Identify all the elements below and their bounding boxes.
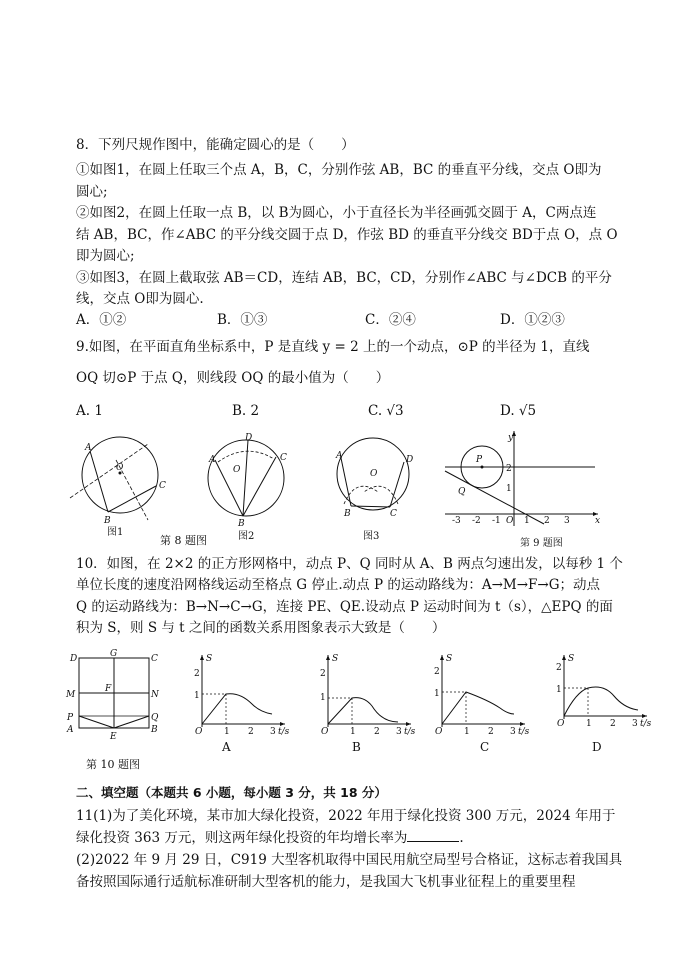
svg-text:O: O (233, 465, 241, 475)
q11-part1-period: . (459, 830, 464, 846)
q9-option-c[interactable]: C. √3 (368, 403, 404, 419)
q10-line-4: 积为 S，则 S 与 t 之间的函数关系用图象表示大致是（ ） (76, 620, 446, 636)
svg-text:P: P (67, 713, 74, 723)
q9-line-2: OQ 切⊙P 于点 Q，则线段 OQ 的最小值为（ ） (76, 370, 390, 386)
q8-statement-2c: 即为圆心; (76, 248, 135, 264)
svg-text:-2: -2 (472, 516, 481, 526)
svg-text:A: A (336, 451, 343, 461)
svg-text:t/s: t/s (278, 727, 290, 737)
graph-option-b (316, 652, 416, 737)
svg-text:1: 1 (464, 727, 470, 737)
fig8-caption-3: 图3 (363, 531, 380, 542)
svg-text:O: O (506, 516, 514, 526)
q11-part1-line2 (76, 828, 464, 848)
fig10-caption: 第 10 题图 (86, 758, 140, 771)
svg-text:O: O (557, 719, 565, 729)
svg-text:N: N (151, 690, 159, 700)
svg-text:-1: -1 (492, 516, 501, 526)
q8-option-c[interactable]: C．②④ (365, 312, 416, 328)
graph-option-a (190, 652, 290, 737)
q8-statement-2a: ②如图2，在圆上任取一点 B，以 B为圆心，小于直径长为半径画弧交圆于 A，C两点连 (76, 205, 597, 221)
graph-label-c: C (480, 740, 490, 754)
svg-text:G: G (110, 649, 118, 659)
svg-text:2: 2 (194, 669, 200, 679)
q10-line-1: 10．如图，在 2×2 的正方形网格中，动点 P、Q 同时从 A、B 两点匀速出发，以每秒 1 个 (76, 556, 623, 572)
svg-text:1: 1 (224, 727, 230, 737)
svg-text:S: S (568, 654, 575, 664)
figure-10-grid (63, 650, 163, 740)
svg-text:3: 3 (270, 727, 276, 737)
svg-text:-3: -3 (452, 516, 461, 526)
svg-text:S: S (446, 654, 453, 664)
q11-answer-blank[interactable] (407, 829, 459, 842)
svg-text:O: O (435, 727, 443, 737)
q8-option-d[interactable]: D．①②③ (500, 312, 565, 328)
svg-text:F: F (105, 684, 112, 694)
svg-text:E: E (110, 732, 117, 742)
svg-text:x: x (595, 516, 601, 526)
svg-text:t/s: t/s (640, 719, 652, 729)
svg-text:D: D (70, 654, 78, 664)
svg-text:A: A (85, 443, 92, 453)
figure-8-1 (70, 430, 170, 530)
svg-text:O: O (321, 727, 329, 737)
svg-text:1: 1 (194, 691, 200, 701)
svg-text:A: A (209, 455, 216, 465)
svg-text:2: 2 (556, 663, 562, 673)
svg-text:1: 1 (350, 727, 356, 737)
svg-text:2: 2 (320, 669, 326, 679)
svg-text:y: y (508, 433, 514, 443)
q9-option-d[interactable]: D. √5 (500, 403, 537, 419)
svg-text:D: D (406, 455, 414, 465)
svg-text:2: 2 (488, 727, 494, 737)
svg-text:2: 2 (374, 727, 380, 737)
figure-8-2 (200, 432, 296, 528)
section-2-title: 二、填空题（本题共 6 小题，每小题 3 分，共 18 分） (76, 785, 387, 800)
q9-line-1: 9.如图，在平面直角坐标系中，P 是直线 y = 2 上的一个动点，⊙P 的半径为 1，直线 (76, 339, 590, 355)
svg-text:3: 3 (564, 516, 570, 526)
svg-text:C: C (151, 654, 158, 664)
svg-text:1: 1 (506, 484, 512, 494)
svg-text:3: 3 (396, 727, 402, 737)
fig9-caption: 第 9 题图 (520, 538, 563, 549)
svg-text:S: S (332, 654, 339, 664)
q8-statement-1a: ①如图1，在圆上任取三个点 A，B，C，分别作弦 AB，BC 的垂直平分线，交点 O即为 (76, 162, 602, 178)
svg-text:O: O (195, 727, 203, 737)
q9-option-b[interactable]: B. 2 (232, 403, 260, 419)
q8-statement-3b: 线，交点 O即为圆心. (76, 291, 204, 307)
q11-part2-line1: (2)2022 年 9 月 29 日，C919 大型客机取得中国民用航空局型号合格证，这标志着我国具 (76, 852, 623, 868)
figure-8-3 (328, 432, 418, 522)
graph-label-a: A (222, 740, 231, 754)
q9-option-a[interactable]: A. 1 (76, 403, 103, 419)
svg-text:B: B (104, 516, 111, 526)
svg-text:O: O (116, 463, 124, 473)
svg-text:A: A (67, 725, 74, 735)
svg-text:C: C (280, 453, 287, 463)
svg-text:3: 3 (510, 727, 516, 737)
q8-option-a[interactable]: A．①② (76, 312, 127, 328)
svg-text:2: 2 (610, 719, 616, 729)
figure-9-coordinate-plane (440, 428, 600, 528)
graph-label-d: D (592, 740, 602, 754)
svg-text:C: C (390, 509, 397, 519)
svg-text:Q: Q (458, 487, 466, 497)
svg-text:B: B (344, 509, 351, 519)
svg-text:t/s: t/s (404, 727, 416, 737)
svg-text:3: 3 (632, 719, 638, 729)
graph-option-d (552, 652, 652, 734)
fig8-group-caption: 第 8 题图 (160, 534, 207, 547)
svg-text:Q: Q (151, 713, 159, 723)
fig8-caption-2: 图2 (238, 531, 255, 542)
svg-text:2: 2 (506, 464, 512, 474)
svg-text:M: M (66, 690, 76, 700)
svg-text:1: 1 (434, 689, 440, 699)
q8-option-b[interactable]: B．①③ (217, 312, 268, 328)
svg-text:B: B (151, 725, 158, 735)
q10-line-3: Q 的运动路线为：B→N→C→G，连接 PE、QE.设动点 P 运动时间为 t（s），△EPQ 的面 (76, 599, 613, 615)
svg-text:t/s: t/s (518, 727, 530, 737)
graph-option-c (430, 652, 530, 737)
svg-text:2: 2 (248, 727, 254, 737)
q8-statement-2b: 结 AB，BC，作∠ABC 的平分线交圆于点 D，作弦 BD 的垂直平分线交 BD于点 O，点 O (76, 227, 618, 243)
q11-part2-line2: 备按照国际通行适航标准研制大型客机的能力，是我国大飞机事业征程上的重要里程 (76, 874, 576, 890)
svg-text:1: 1 (586, 719, 592, 729)
svg-text:P: P (476, 455, 483, 465)
q8-stem: 8．下列尺规作图中，能确定圆心的是（ ） (76, 137, 355, 153)
svg-text:2: 2 (544, 516, 550, 526)
fig8-caption-1: 图1 (107, 527, 124, 538)
svg-text:1: 1 (320, 693, 326, 703)
q11-part1-text: 绿化投资 363 万元，则这两年绿化投资的年均增长率为 (76, 830, 408, 846)
svg-text:1: 1 (524, 516, 530, 526)
svg-text:O: O (370, 469, 378, 479)
svg-text:1: 1 (556, 685, 562, 695)
svg-text:C: C (159, 481, 166, 491)
graph-label-b: B (352, 740, 361, 754)
svg-text:S: S (206, 654, 213, 664)
q8-statement-3a: ③如图3，在圆上截取弦 AB＝CD，连结 AB，BC，CD，分别作∠ABC 与∠DCB 的平分 (76, 270, 612, 286)
q8-statement-1b: 圆心; (76, 184, 108, 200)
q11-part1-line1: 11(1)为了美化环境，某市加大绿化投资，2022 年用于绿化投资 300 万元，2024 年用于 (76, 808, 616, 824)
svg-text:B: B (238, 519, 245, 529)
svg-text:2: 2 (434, 667, 440, 677)
svg-text:D: D (245, 433, 253, 443)
q10-line-2: 单位长度的速度沿网格线运动至格点 G 停止.动点 P 的运动路线为：A→M→F→G；动点 (76, 577, 600, 593)
